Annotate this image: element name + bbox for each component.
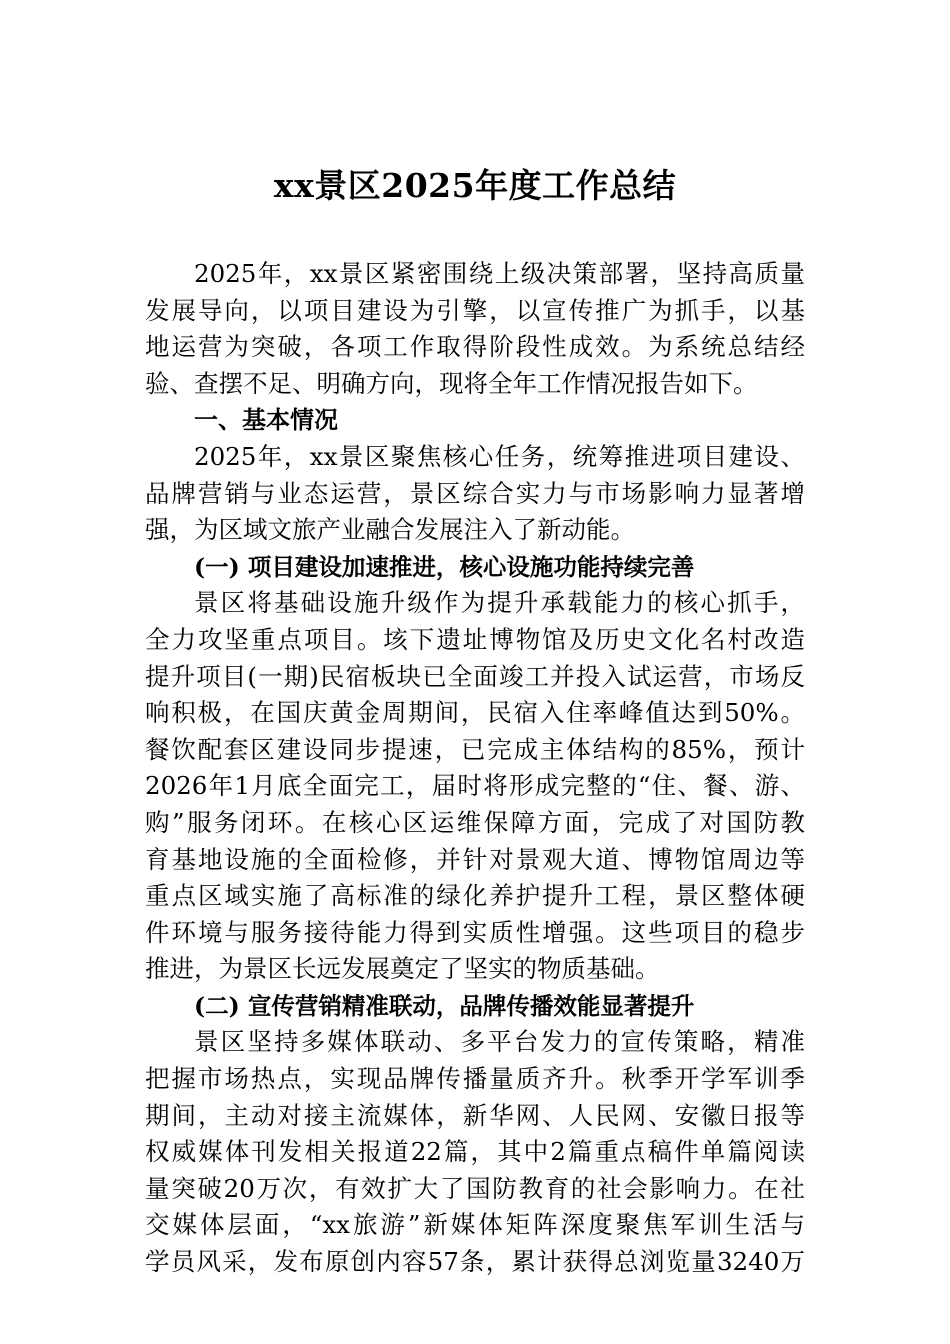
paragraph-line: 量突破20万次，有效扩大了国防教育的社会影响力。在社 [145,1173,805,1203]
subsection-heading: (二) 宣传营销精准联动，品牌传播效能显著提升 [194,991,695,1020]
paragraph-line: 权威媒体刊发相关报道22篇，其中2篇重点稿件单篇阅读 [145,1137,805,1167]
paragraph-line: 购”服务闭环。在核心区运维保障方面，完成了对国防教 [145,807,805,837]
paragraph-line: 2025年，xx景区聚焦核心任务，统筹推进项目建设、 [194,441,805,471]
paragraph-line: 响积极，在国庆黄金周期间，民宿入住率峰值达到50%。 [145,698,805,728]
paragraph-line: 景区坚持多媒体联动、多平台发力的宣传策略，精准 [194,1027,805,1057]
paragraph-line: 强，为区域文旅产业融合发展注入了新动能。 [145,515,635,545]
paragraph-line: 餐饮配套区建设同步提速，已完成主体结构的85%，预计 [145,734,805,764]
document-body [145,256,805,1281]
paragraph-line: 2025年，xx景区紧密围绕上级决策部署，坚持高质量 [194,259,805,288]
paragraph-line: 提升项目(一期)民宿板块已全面竣工并投入试运营，市场反 [145,661,805,691]
paragraph-line: 2026年1月底全面完工，届时将形成完整的“住、餐、游、 [145,771,805,801]
paragraph-line: 重点区域实施了高标准的绿化养护提升工程，景区整体硬 [145,881,805,911]
paragraph-line: 把握市场热点，实现品牌传播量质齐升。秋季开学军训季 [145,1064,805,1094]
paragraph-line: 件环境与服务接待能力得到实质性增强。这些项目的稳步 [145,917,805,947]
paragraph-line: 学员风采，发布原创内容57条，累计获得总浏览量3240万 [145,1247,805,1277]
subsection-heading: (一) 项目建设加速推进，核心设施功能持续完善 [194,552,695,581]
section-heading: 一、基本情况 [194,406,338,435]
paragraph-line: 期间，主动对接主流媒体，新华网、人民网、安徽日报等 [145,1100,805,1130]
paragraph-line: 验、查摆不足、明确方向，现将全年工作情况报告如下。 [145,368,758,398]
paragraph-line: 育基地设施的全面检修，并针对景观大道、博物馆周边等 [145,844,805,874]
paragraph-line: 全力攻坚重点项目。垓下遗址博物馆及历史文化名村改造 [145,624,805,654]
paragraph-line: 推进，为景区长远发展奠定了坚实的物质基础。 [145,954,660,984]
document-title: xx景区2025年度工作总结 [273,166,677,205]
paragraph-line: 景区将基础设施升级作为提升承载能力的核心抓手， [194,588,805,618]
paragraph-line: 地运营为突破，各项工作取得阶段性成效。为系统总结经 [145,332,805,362]
paragraph-line: 品牌营销与业态运营，景区综合实力与市场影响力显著增 [145,478,805,508]
paragraph-line: 交媒体层面，“xx旅游”新媒体矩阵深度聚焦军训生活与 [145,1210,805,1240]
paragraph-line: 发展导向，以项目建设为引擎，以宣传推广为抓手，以基 [145,295,805,325]
